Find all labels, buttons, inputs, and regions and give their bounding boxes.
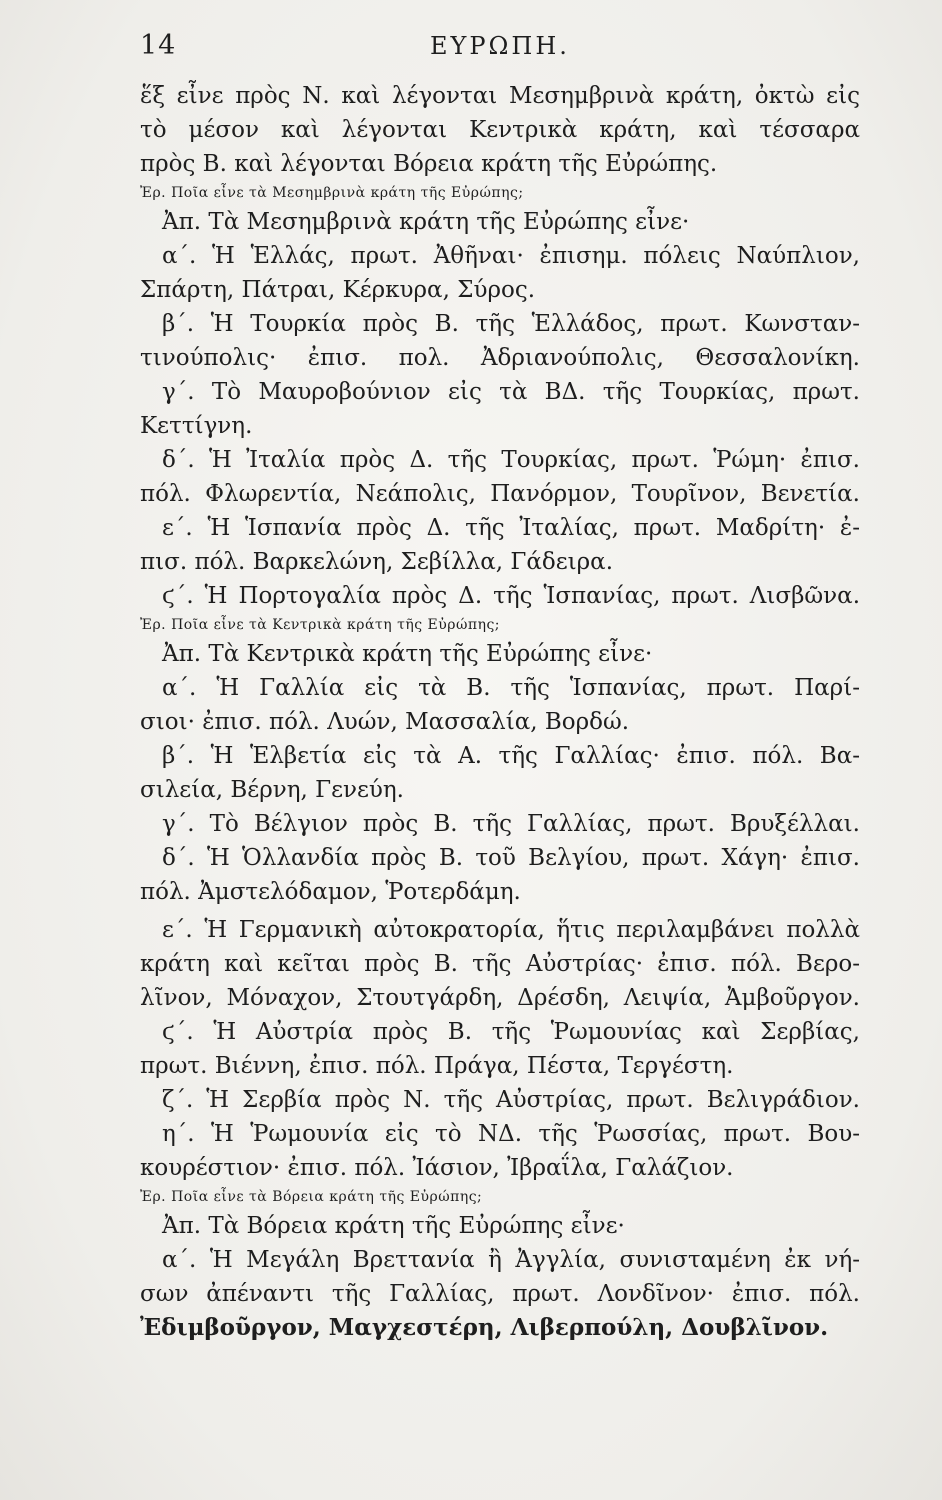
text-line: β΄. Ἡ Τουρκία πρὸς Β. τῆς Ἑλλάδος, πρωτ. Κωνσταν- — [162, 311, 860, 337]
page-number: 14 — [140, 30, 177, 61]
text-line: πρὸς Β. καὶ λέγονται Βόρεια κράτη τῆς Εὐρώπης. — [140, 151, 718, 177]
question-line: Ἐρ. Ποῖα εἶνε τὰ Βόρεια κράτη τῆς Εὐρώπης; — [140, 1189, 483, 1205]
text-line: πισ. πόλ. Βαρκελώνη, Σεβίλλα, Γάδειρα. — [140, 549, 614, 575]
answer-line: Ἀπ. Τὰ Μεσημβρινὰ κράτη τῆς Εὐρώπης εἶνε· — [162, 209, 690, 235]
question-line: Ἐρ. Ποῖα εἶνε τὰ Μεσημβρινὰ κράτη τῆς Εὐρώπης; — [140, 185, 524, 201]
text-line: η΄. Ἡ Ῥωμουνία εἰς τὸ ΝΔ. τῆς Ῥωσσίας, πρωτ. Βου- — [162, 1121, 860, 1147]
text-line: πρωτ. Βιέννη, ἐπισ. πόλ. Πράγα, Πέστα, Τεργέστη. — [140, 1053, 734, 1079]
text-line: δ΄. Ἡ Ἰταλία πρὸς Δ. τῆς Τουρκίας, πρωτ. Ῥώμη· ἐπισ. — [162, 447, 860, 473]
text-line: λῖνον, Μόναχον, Στουτγάρδη, Δρέσδη, Λειψία, Ἀμβοῦργον. — [140, 985, 860, 1011]
answer-line: Ἀπ. Τὰ Κεντρικὰ κράτη τῆς Εὐρώπης εἶνε· — [162, 641, 653, 667]
text-line: Σπάρτη, Πάτραι, Κέρκυρα, Σύρος. — [140, 277, 536, 303]
text-line: πόλ. Φλωρεντία, Νεάπολις, Πανόρμον, Τουρῖνον, Βενετία. — [140, 481, 860, 507]
text-line: α΄. Ἡ Μεγάλη Βρεττανία ἢ Ἀγγλία, συνισταμένη ἐκ νή- — [162, 1247, 860, 1273]
text-line: κουρέστιον· ἐπισ. πόλ. Ἰάσιον, Ἰβραΐλα, Γαλάζιον. — [140, 1155, 734, 1181]
text-line: ϛ΄. Ἡ Αὐστρία πρὸς Β. τῆς Ῥωμουνίας καὶ Σερβίας, — [162, 1019, 860, 1045]
text-line: ε΄. Ἡ Ἱσπανία πρὸς Δ. τῆς Ἰταλίας, πρωτ. Μαδρίτη· ἐ- — [162, 515, 860, 541]
text-line: τινούπολις· ἐπισ. πολ. Ἀδριανούπολις, Θεσσαλονίκη. — [140, 345, 860, 371]
text-line: σιλεία, Βέρνη, Γενεύη. — [140, 777, 404, 803]
text-line: α΄. Ἡ Γαλλία εἰς τὰ Β. τῆς Ἱσπανίας, πρωτ. Παρί- — [162, 675, 860, 701]
question-line: Ἐρ. Ποῖα εἶνε τὰ Κεντρικὰ κράτη τῆς Εὐρώπης; — [140, 617, 501, 633]
text-line: σων ἀπέναντι τῆς Γαλλίας, πρωτ. Λονδῖνον· ἐπισ. πόλ. — [140, 1281, 860, 1307]
text-line: α΄. Ἡ Ἑλλάς, πρωτ. Ἀθῆναι· ἐπισημ. πόλεις Ναύπλιον, — [162, 243, 860, 269]
text-line: γ΄. Τὸ Μαυροβούνιον εἰς τὰ ΒΔ. τῆς Τουρκίας, πρωτ. — [162, 379, 860, 405]
text-line: β΄. Ἡ Ἑλβετία εἰς τὰ Α. τῆς Γαλλίας· ἐπισ. πόλ. Βα- — [162, 743, 860, 769]
text-line: Ἐδιμβοῦργον, Μαγχεστέρη, Λιβερπούλη, Δουβλῖνον. — [140, 1314, 829, 1341]
text-line: κράτη καὶ κεῖται πρὸς Β. τῆς Αὐστρίας· ἐπισ. πόλ. Βερο- — [140, 951, 860, 977]
text-line: ϛ΄. Ἡ Πορτογαλία πρὸς Δ. τῆς Ἱσπανίας, πρωτ. Λισβῶνα. — [162, 583, 860, 609]
text-line: Κεττίγνη. — [140, 413, 253, 439]
text-line: ἕξ εἶνε πρὸς Ν. καὶ λέγονται Μεσημβρινὰ κράτη, ὀκτὼ εἰς — [140, 83, 860, 109]
text-line: ζ΄. Ἡ Σερβία πρὸς Ν. τῆς Αὐστρίας, πρωτ. Βελιγράδιον. — [162, 1087, 860, 1113]
page-header — [140, 30, 830, 70]
text-line: τὸ μέσον καὶ λέγονται Κεντρικὰ κράτη, καὶ τέσσαρα — [140, 117, 860, 143]
text-line: δ΄. Ἡ Ὁλλανδία πρὸς Β. τοῦ Βελγίου, πρωτ. Χάγη· ἐπισ. — [162, 845, 860, 871]
text-line: ε΄. Ἡ Γερμανικὴ αὐτοκρατορία, ἥτις περιλαμβάνει πολλὰ — [162, 917, 860, 943]
running-title: ΕΥΡΩΠΗ. — [430, 32, 570, 60]
body-text — [140, 79, 860, 1345]
text-line: γ΄. Τὸ Βέλγιον πρὸς Β. τῆς Γαλλίας, πρωτ. Βρυξέλλαι. — [162, 811, 860, 837]
text-line: σιοι· ἐπισ. πόλ. Λυών, Μασσαλία, Βορδώ. — [140, 709, 630, 735]
text-line: πόλ. Ἀμστελόδαμον, Ῥοτερδάμη. — [140, 879, 521, 905]
answer-line: Ἀπ. Τὰ Βόρεια κράτη τῆς Εὐρώπης εἶνε· — [162, 1213, 625, 1239]
